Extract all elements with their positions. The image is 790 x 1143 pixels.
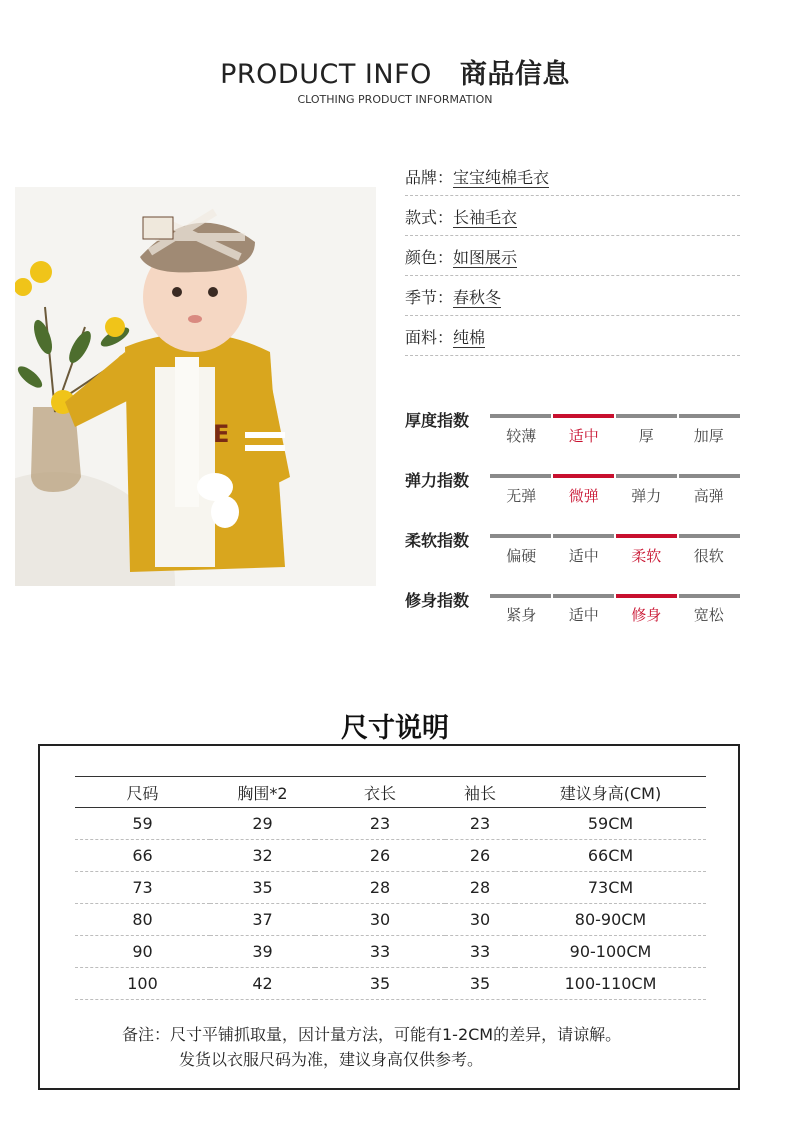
table-cell: 32 [210,840,315,872]
size-chart-box [38,744,740,1090]
info-value: 宝宝纯棉毛衣 [453,168,550,187]
table-cell: 90 [75,936,210,968]
index-segment [679,474,740,478]
table-row [75,840,706,872]
index-segment [616,594,677,598]
info-value: 长袖毛衣 [453,208,518,227]
index-option: 厚 [638,427,654,445]
table-row [75,968,706,1000]
index-segment [616,534,677,538]
size-section-title: 尺寸说明 [341,713,449,744]
index-label: 柔软指数 [405,531,470,550]
index-option: 宽松 [693,606,724,624]
index-segment [679,534,740,538]
note-line-1: 备注：尺寸平铺抓取量，因计量方法，可能有1-2CM的差异，请谅解。 [122,1025,622,1044]
info-row-season [405,288,740,316]
index-bar [490,414,740,418]
table-cell: 100 [75,968,210,1000]
table-cell: 28 [315,872,445,904]
table-row [75,872,706,904]
index-label: 弹力指数 [405,471,470,490]
index-segment [490,414,551,418]
table-cell: 73CM [515,872,706,904]
title-en: PRODUCT INFO [220,59,432,90]
index-option: 适中 [568,606,599,624]
info-row-brand [405,168,740,196]
info-key: 面料： [405,328,454,347]
index-option: 偏硬 [506,547,537,565]
index-segment [553,594,614,598]
index-option: 修身 [631,606,662,624]
index-segment [679,594,740,598]
table-cell: 66CM [515,840,706,872]
index-segment [679,414,740,418]
title-cn: 商品信息 [459,59,570,90]
info-key: 款式： [405,208,454,227]
index-segment [553,474,614,478]
table-row [75,904,706,936]
table-cell: 39 [210,936,315,968]
index-segment [490,534,551,538]
table-cell: 35 [210,872,315,904]
info-key: 季节： [405,288,454,307]
table-cell: 23 [445,808,515,840]
info-row-fabric [405,328,740,356]
index-bar [490,474,740,478]
table-cell: 66 [75,840,210,872]
column-header: 建议身高(CM) [515,777,706,808]
table-row [75,936,706,968]
index-segment [553,414,614,418]
index-label: 厚度指数 [405,411,470,430]
column-header: 袖长 [445,777,515,808]
table-cell: 37 [210,904,315,936]
table-cell: 23 [315,808,445,840]
index-options [490,604,740,625]
table-row [75,808,706,840]
svg-text:E: E [213,420,230,448]
size-table [75,776,706,1000]
size-note [122,1022,621,1072]
index-option: 加厚 [693,427,724,445]
index-segment [553,534,614,538]
info-value: 春秋冬 [453,288,502,307]
table-cell: 26 [315,840,445,872]
header-title [0,52,790,91]
table-cell: 90-100CM [515,936,706,968]
index-segment [490,474,551,478]
table-cell: 59CM [515,808,706,840]
table-cell: 100-110CM [515,968,706,1000]
index-segment [616,474,677,478]
table-cell: 80-90CM [515,904,706,936]
table-cell: 35 [445,968,515,1000]
table-cell: 59 [75,808,210,840]
size-table-header [75,777,706,808]
info-key: 颜色： [405,248,454,267]
table-cell: 30 [445,904,515,936]
header-subtitle: CLOTHING PRODUCT INFORMATION [297,93,493,106]
index-option: 柔软 [631,547,662,565]
index-option: 无弹 [506,487,537,505]
index-options [490,545,740,566]
table-cell: 42 [210,968,315,1000]
index-option: 较薄 [506,427,537,445]
table-cell: 33 [445,936,515,968]
index-segment [490,594,551,598]
table-cell: 73 [75,872,210,904]
info-value: 纯棉 [453,328,486,347]
column-header: 衣长 [315,777,445,808]
index-options [490,485,740,506]
table-cell: 30 [315,904,445,936]
index-bar [490,534,740,538]
index-option: 适中 [568,547,599,565]
index-option: 微弹 [568,487,599,505]
table-cell: 80 [75,904,210,936]
note-line-2: 发货以衣服尺码为准，建议身高仅供参考。 [179,1050,484,1069]
index-option: 很软 [693,547,724,565]
table-cell: 35 [315,968,445,1000]
index-segment [616,414,677,418]
info-row-color [405,248,740,276]
product-photo [15,187,376,586]
info-row-style [405,208,740,236]
column-header: 胸围*2 [210,777,315,808]
info-key: 品牌： [405,168,454,187]
index-option: 紧身 [506,606,537,624]
index-bar [490,594,740,598]
index-option: 高弹 [693,487,724,505]
table-cell: 33 [315,936,445,968]
info-value: 如图展示 [453,248,518,267]
table-cell: 28 [445,872,515,904]
column-header: 尺码 [75,777,210,808]
table-cell: 29 [210,808,315,840]
index-option: 弹力 [631,487,662,505]
index-label: 修身指数 [405,591,470,610]
index-option: 适中 [568,427,599,445]
table-cell: 26 [445,840,515,872]
index-options [490,425,740,446]
